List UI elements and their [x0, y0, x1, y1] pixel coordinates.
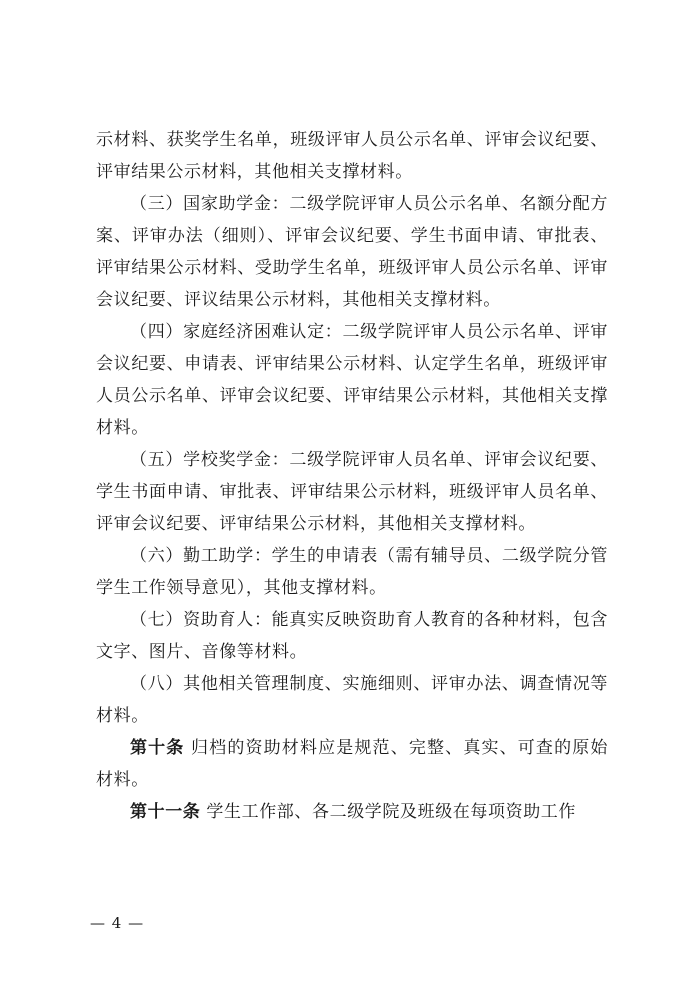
paragraph-text: 学生工作部、各二级学院及班级在每项资助工作 [200, 802, 577, 822]
paragraph-text: （三）国家助学金：二级学院评审人员公示名单、名额分配方案、评审办法（细则）、评审会议纪要、学生书面申请、审批表、评审结果公示材料、受助学生名单，班级评审人员公示名单、评审会议纪要、评议结果公示材料，其他相关支撑材料。 [96, 194, 608, 310]
article-heading: 第十条 [130, 738, 185, 758]
paragraph-item-7 [96, 604, 608, 668]
paragraph-continuation [96, 124, 608, 188]
page-number: — 4 — [90, 914, 145, 932]
paragraph-item-6 [96, 540, 608, 604]
body-text [96, 124, 608, 828]
paragraph-text: （八）其他相关管理制度、实施细则、评审办法、调查情况等材料。 [96, 674, 608, 726]
paragraph-item-4 [96, 316, 608, 444]
paragraph-text: （七）资助育人：能真实反映资助育人教育的各种材料，包含文字、图片、音像等材料。 [96, 610, 608, 662]
paragraph-item-8 [96, 668, 608, 732]
article-11 [96, 796, 608, 828]
article-heading: 第十一条 [130, 802, 201, 822]
paragraph-text: 归档的资助材料应是规范、完整、真实、可查的原始材料。 [96, 738, 608, 790]
paragraph-item-3 [96, 188, 608, 316]
paragraph-item-5 [96, 444, 608, 540]
paragraph-text: 示材料、获奖学生名单，班级评审人员公示名单、评审会议纪要、评审结果公示材料，其他相关支撑材料。 [96, 130, 608, 182]
paragraph-text: （五）学校奖学金：二级学院评审人员名单、评审会议纪要、学生书面申请、审批表、评审结果公示材料，班级评审人员名单、评审会议纪要、评审结果公示材料，其他相关支撑材料。 [96, 450, 608, 534]
paragraph-text: （四）家庭经济困难认定：二级学院评审人员公示名单、评审会议纪要、申请表、评审结果公示材料、认定学生名单，班级评审人员公示名单、评审会议纪要、评审结果公示材料，其他相关支撑材料。 [96, 322, 608, 438]
paragraph-text: （六）勤工助学：学生的申请表（需有辅导员、二级学院分管学生工作领导意见），其他支撑材料。 [96, 546, 608, 598]
article-10 [96, 732, 608, 796]
